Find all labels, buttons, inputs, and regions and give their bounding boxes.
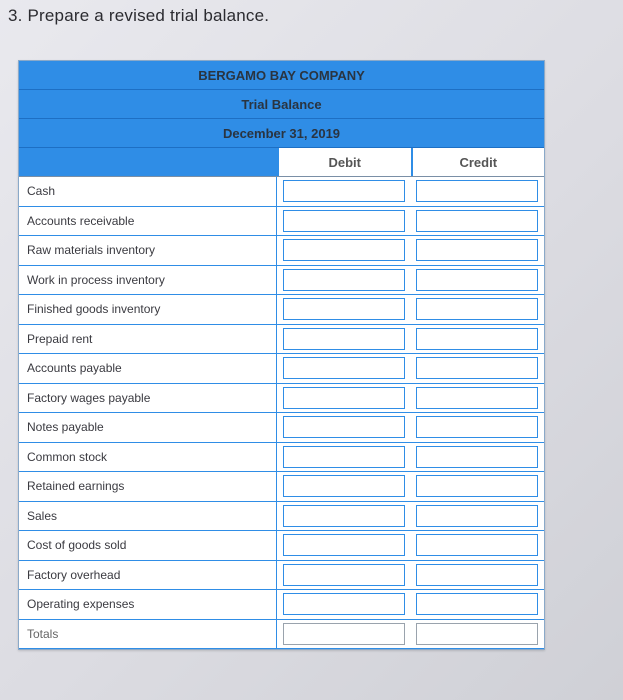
debit-input[interactable] — [283, 239, 405, 261]
table-row — [19, 295, 544, 325]
instruction-text: 3. Prepare a revised trial balance. — [8, 6, 270, 25]
credit-cell — [411, 413, 545, 442]
table-row — [19, 384, 544, 414]
credit-cell — [411, 590, 545, 619]
debit-cell — [277, 472, 411, 501]
table-row — [19, 266, 544, 296]
table-row — [19, 177, 544, 207]
debit-cell — [277, 207, 411, 236]
account-label: Raw materials inventory — [19, 236, 277, 265]
account-label: Work in process inventory — [19, 266, 277, 295]
company-name: BERGAMO BAY COMPANY — [19, 61, 544, 90]
credit-input[interactable] — [416, 239, 538, 261]
credit-input[interactable] — [416, 534, 538, 556]
debit-column-header: Debit — [277, 148, 411, 176]
debit-input[interactable] — [283, 357, 405, 379]
debit-cell — [277, 590, 411, 619]
credit-input[interactable] — [416, 446, 538, 468]
credit-input[interactable] — [416, 210, 538, 232]
credit-cell — [411, 384, 545, 413]
credit-cell — [411, 472, 545, 501]
account-label: Prepaid rent — [19, 325, 277, 354]
debit-cell — [277, 236, 411, 265]
table-row — [19, 354, 544, 384]
debit-input[interactable] — [283, 534, 405, 556]
debit-input[interactable] — [283, 298, 405, 320]
debit-input[interactable] — [283, 475, 405, 497]
account-label: Operating expenses — [19, 590, 277, 619]
debit-input[interactable] — [283, 446, 405, 468]
credit-input[interactable] — [416, 416, 538, 438]
credit-column-header: Credit — [411, 148, 545, 176]
credit-cell — [411, 531, 545, 560]
table-row — [19, 561, 544, 591]
table-row — [19, 531, 544, 561]
account-label: Accounts payable — [19, 354, 277, 383]
credit-cell — [411, 295, 545, 324]
debit-cell — [277, 177, 411, 206]
credit-cell — [411, 443, 545, 472]
debit-cell — [277, 443, 411, 472]
credit-input[interactable] — [416, 505, 538, 527]
credit-cell — [411, 354, 545, 383]
credit-cell — [411, 236, 545, 265]
table-row — [19, 472, 544, 502]
trial-balance-table — [18, 60, 545, 650]
debit-cell — [277, 620, 411, 649]
credit-input[interactable] — [416, 593, 538, 615]
debit-cell — [277, 295, 411, 324]
table-row — [19, 236, 544, 266]
table-row — [19, 590, 544, 620]
debit-cell — [277, 354, 411, 383]
table-row — [19, 502, 544, 532]
account-label: Sales — [19, 502, 277, 531]
debit-cell — [277, 266, 411, 295]
account-rows — [19, 177, 544, 649]
credit-cell — [411, 561, 545, 590]
column-header-row — [19, 148, 544, 177]
debit-input[interactable] — [283, 623, 405, 645]
statement-title: Trial Balance — [19, 90, 544, 119]
debit-input[interactable] — [283, 269, 405, 291]
account-label: Factory wages payable — [19, 384, 277, 413]
table-row — [19, 443, 544, 473]
account-label: Cash — [19, 177, 277, 206]
debit-input[interactable] — [283, 593, 405, 615]
credit-input[interactable] — [416, 328, 538, 350]
credit-input[interactable] — [416, 298, 538, 320]
credit-input[interactable] — [416, 357, 538, 379]
account-label: Accounts receivable — [19, 207, 277, 236]
totals-row — [19, 620, 544, 650]
account-label: Factory overhead — [19, 561, 277, 590]
account-label: Finished goods inventory — [19, 295, 277, 324]
credit-cell — [411, 502, 545, 531]
credit-cell — [411, 207, 545, 236]
debit-cell — [277, 384, 411, 413]
credit-cell — [411, 620, 545, 649]
debit-cell — [277, 413, 411, 442]
credit-cell — [411, 266, 545, 295]
account-label: Retained earnings — [19, 472, 277, 501]
table-row — [19, 325, 544, 355]
credit-cell — [411, 177, 545, 206]
debit-input[interactable] — [283, 564, 405, 586]
debit-input[interactable] — [283, 387, 405, 409]
credit-cell — [411, 325, 545, 354]
account-label: Notes payable — [19, 413, 277, 442]
account-column-header — [19, 148, 277, 176]
table-row — [19, 207, 544, 237]
debit-cell — [277, 561, 411, 590]
debit-cell — [277, 502, 411, 531]
table-row — [19, 413, 544, 443]
credit-input[interactable] — [416, 387, 538, 409]
debit-cell — [277, 531, 411, 560]
debit-input[interactable] — [283, 416, 405, 438]
credit-input[interactable] — [416, 180, 538, 202]
account-label: Common stock — [19, 443, 277, 472]
statement-date: December 31, 2019 — [19, 119, 544, 148]
account-label: Cost of goods sold — [19, 531, 277, 560]
credit-input[interactable] — [416, 564, 538, 586]
debit-input[interactable] — [283, 180, 405, 202]
debit-input[interactable] — [283, 328, 405, 350]
credit-input[interactable] — [416, 269, 538, 291]
credit-input[interactable] — [416, 623, 538, 645]
debit-input[interactable] — [283, 210, 405, 232]
credit-input[interactable] — [416, 475, 538, 497]
debit-cell — [277, 325, 411, 354]
account-label: Totals — [19, 620, 277, 649]
debit-input[interactable] — [283, 505, 405, 527]
